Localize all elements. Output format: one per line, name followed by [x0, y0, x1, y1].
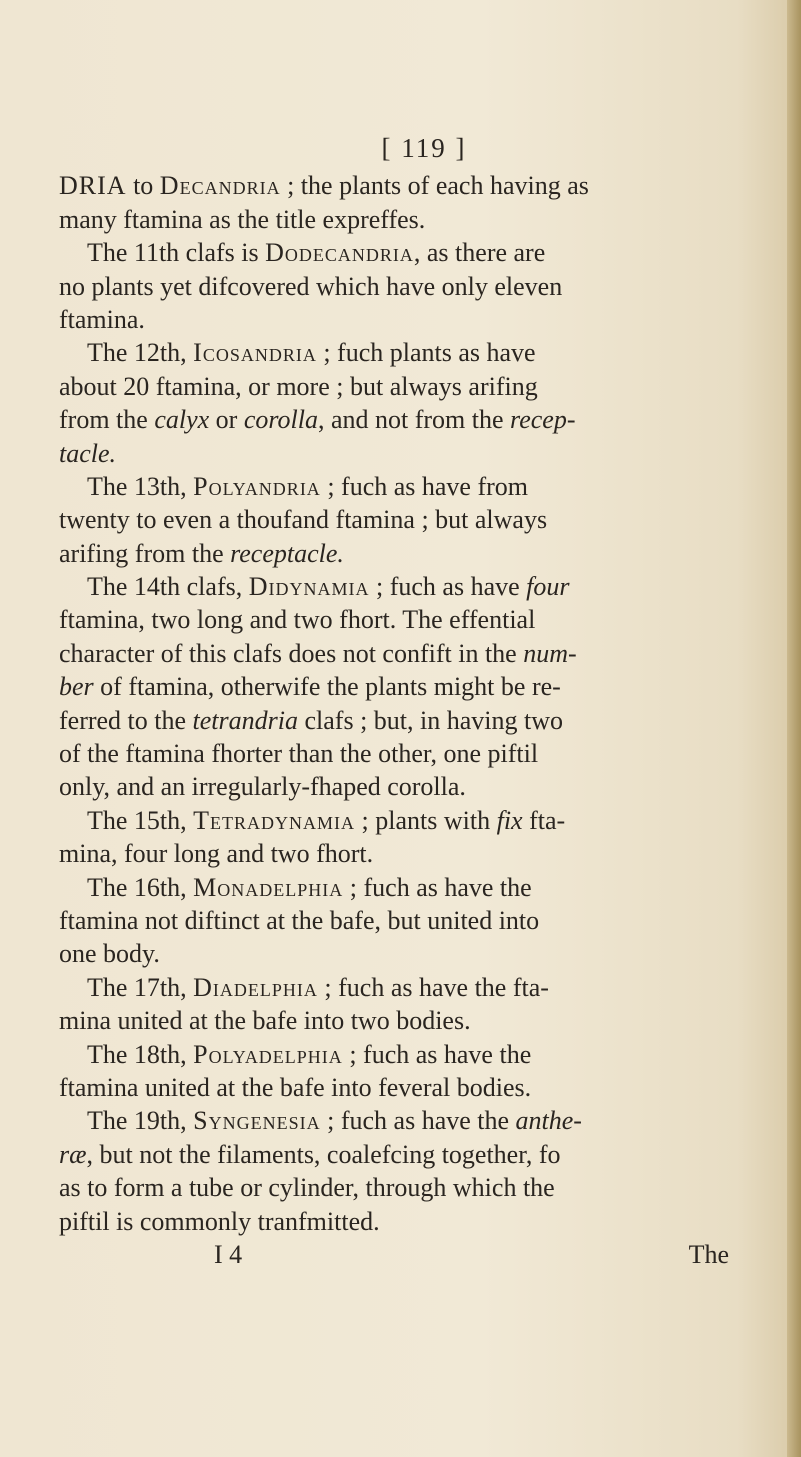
page-number: [ 119 ] — [381, 133, 467, 163]
class-name: Decandria — [159, 171, 281, 201]
text-run: or — [209, 405, 244, 435]
body-lines — [59, 169, 759, 1238]
text-line — [59, 570, 759, 603]
text-run: to — [126, 171, 160, 201]
text-line — [59, 937, 759, 970]
text-line — [59, 804, 759, 837]
italic-text: ber — [59, 672, 94, 702]
text-block — [59, 132, 759, 1271]
class-name: Tetradynamia — [193, 805, 356, 835]
text-line — [59, 704, 759, 737]
text-line — [59, 370, 759, 403]
text-run: The 13th, — [87, 471, 194, 501]
text-run: ; fuch as have — [369, 572, 527, 602]
text-run: The 11th clafs is — [87, 238, 266, 268]
text-line — [59, 837, 759, 870]
text-run: twenty to even a thoufand ftamina ; but always — [59, 505, 548, 535]
italic-text: anthe- — [515, 1106, 582, 1136]
text-line — [59, 1004, 759, 1037]
italic-text: fix — [496, 805, 523, 835]
text-run: ftamina, two long and two fhort. The effential — [59, 605, 536, 635]
signature-mark: I 4 — [214, 1239, 243, 1269]
text-run: of ftamina, otherwife the plants might be re- — [93, 672, 561, 702]
text-run: The 16th, — [87, 872, 194, 902]
text-run: fta- — [522, 805, 566, 835]
text-run: clafs ; but, in having two — [298, 705, 564, 735]
italic-text: num- — [523, 638, 577, 668]
text-run: The 19th, — [87, 1106, 194, 1136]
text-line — [59, 336, 759, 369]
class-name: Didynamia — [248, 572, 370, 602]
text-line — [59, 670, 759, 703]
text-run: ; fuch as have the — [320, 1106, 516, 1136]
text-run: ; fuch plants as have — [316, 338, 536, 368]
text-run: of the ftamina fhorter than the other, one piftil — [59, 739, 539, 769]
text-run: ; plants with — [355, 805, 497, 835]
text-line — [59, 303, 759, 336]
text-line — [59, 637, 759, 670]
class-name: Syngenesia — [193, 1106, 321, 1136]
text-run: The 12th, — [87, 338, 194, 368]
text-run: about 20 ftamina, or more ; but always arifing — [59, 371, 538, 401]
text-run: mina, four long and two fhort. — [59, 839, 374, 869]
text-line — [59, 971, 759, 1004]
class-name: Diadelphia — [193, 972, 318, 1002]
text-run: character of this clafs does not confift in the — [59, 638, 524, 668]
text-run: The 15th, — [87, 805, 194, 835]
page-footer — [59, 1238, 759, 1271]
text-run: mina united at the bafe into two bodies. — [59, 1006, 471, 1036]
text-line — [59, 1138, 759, 1171]
text-line — [59, 403, 759, 436]
text-line — [59, 1205, 759, 1238]
text-line — [59, 737, 759, 770]
italic-text: receptacle. — [230, 538, 344, 568]
text-line — [59, 770, 759, 803]
text-run: ftamina not diftinct at the bafe, but united into — [59, 905, 540, 935]
text-run: ; fuch as have from — [320, 471, 529, 501]
text-line — [59, 270, 759, 303]
text-line — [59, 236, 759, 269]
text-run: The 14th clafs, — [87, 572, 249, 602]
text-run: arifing from the — [59, 538, 231, 568]
text-run: , but not the filaments, coalefcing together, fo — [86, 1139, 561, 1169]
text-run: from the — [59, 405, 155, 435]
text-line — [59, 503, 759, 536]
class-name: Icosandria — [193, 338, 317, 368]
text-line — [59, 537, 759, 570]
text-run: The 18th, — [87, 1039, 194, 1069]
catchword: The — [688, 1239, 729, 1269]
italic-text: ræ — [59, 1139, 87, 1169]
class-name: DRIA — [59, 171, 127, 201]
text-line — [59, 904, 759, 937]
text-run: no plants yet difcovered which have only eleven — [59, 271, 563, 301]
text-run: ; the plants of each having as — [280, 171, 589, 201]
class-name: Polyadelphia — [193, 1039, 343, 1069]
text-run: , and not from the — [317, 405, 511, 435]
text-run: ; fuch as have the — [343, 872, 532, 902]
text-line — [59, 603, 759, 636]
text-run: as to form a tube or cylinder, through which the — [59, 1173, 555, 1203]
italic-text: tacle. — [59, 438, 117, 468]
text-line — [59, 1171, 759, 1204]
text-run: ferred to the — [59, 705, 193, 735]
italic-text: four — [526, 572, 570, 602]
text-line — [59, 169, 759, 202]
class-name: Polyandria — [193, 471, 321, 501]
text-run: The 17th, — [87, 972, 194, 1002]
text-line — [59, 871, 759, 904]
italic-text: tetrandria — [192, 705, 298, 735]
text-run: , as there are — [413, 238, 546, 268]
text-run: piftil is commonly tranfmitted. — [59, 1206, 380, 1236]
text-line — [59, 1038, 759, 1071]
text-run: one body. — [59, 939, 160, 969]
class-name: Monadelphia — [193, 872, 344, 902]
italic-text: calyx — [154, 405, 210, 435]
text-line — [59, 437, 759, 470]
text-line — [59, 470, 759, 503]
page-edge — [787, 0, 801, 1457]
italic-text: corolla — [243, 405, 318, 435]
text-line — [59, 1071, 759, 1104]
italic-text: recep- — [510, 405, 576, 435]
text-line — [59, 1104, 759, 1137]
text-run: ; fuch as have the fta- — [317, 972, 549, 1002]
text-run: ftamina. — [59, 304, 145, 334]
text-line — [59, 203, 759, 236]
text-run: ftamina united at the bafe into feveral bodies. — [59, 1072, 532, 1102]
text-run: ; fuch as have the — [342, 1039, 532, 1069]
text-run: only, and an irregularly-fhaped corolla. — [59, 772, 466, 802]
text-run: many ftamina as the title expreffes. — [59, 204, 426, 234]
class-name: Dodecandria — [265, 238, 414, 268]
